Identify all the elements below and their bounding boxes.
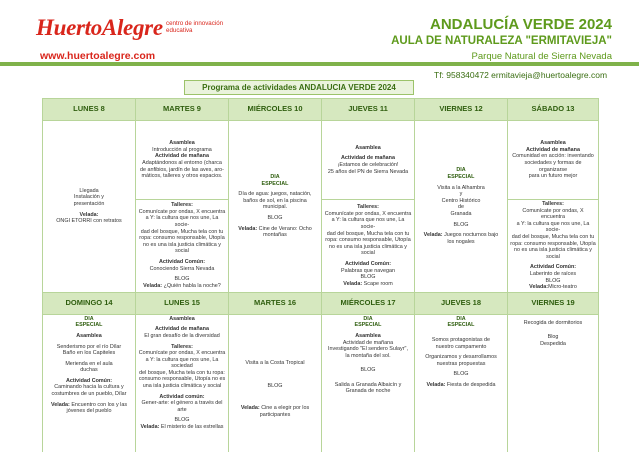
day-header: MARTES 9	[136, 99, 229, 121]
cell-lunes-8	[43, 121, 136, 293]
cell-line: no es una isla justicia climática y	[143, 241, 221, 248]
cell-line: Laberinto de raíces	[529, 270, 577, 277]
cell-line: Actividad Común:	[529, 264, 577, 271]
cell-line: BLOG	[545, 277, 561, 284]
cell-line: Recogida de dormitorios	[523, 319, 583, 326]
cell-line: los nogales	[447, 238, 475, 245]
cell-miercoles-17	[322, 314, 415, 452]
velada-label: Velada:	[50, 401, 70, 408]
cell-line: baños de sol, en la piscina	[243, 197, 307, 204]
cell-line: Juegos nocturnos bajo	[444, 232, 499, 239]
velada-label: Velada:	[426, 381, 446, 388]
cell-line: presentación	[73, 201, 105, 208]
cell-line: Talleres:	[171, 202, 193, 209]
cell-line: Encuentro con los y las	[71, 401, 128, 408]
cell-line: BLOG	[174, 276, 190, 283]
cell-line: Fiesta de despedida	[446, 381, 496, 388]
cell-line: Talleres:	[542, 201, 564, 207]
cell-line: Visita a la Alhambra	[437, 184, 485, 191]
day-header: JUEVES 11	[322, 99, 415, 121]
cell-martes-16	[229, 314, 322, 452]
cell-line: El misterio de las estrellas	[160, 424, 224, 431]
cell-jueves-18	[415, 314, 508, 452]
cell-line: Introducción al programa	[152, 146, 212, 153]
cell-line: ESPECIAL	[75, 322, 103, 329]
day-header: JUEVES 18	[415, 292, 508, 314]
cell-line: dad del bosque, Mucha tela con tu	[140, 228, 224, 235]
velada-label: Velada:	[238, 225, 258, 232]
cell-line: Talleres:	[171, 343, 193, 350]
cell-line: Cine a elegir por los	[261, 405, 310, 412]
velada-label: Velada:	[240, 405, 260, 412]
day-header: LUNES 8	[43, 99, 136, 121]
cell-line: Asamblea	[169, 315, 195, 322]
cell-line: consumo responsable, Utopía no es	[138, 376, 226, 383]
cell-line: Actividad de mañana	[155, 153, 209, 160]
cell-line: ¡Estamos de celebración!	[337, 162, 399, 168]
cell-line: social	[546, 253, 560, 260]
cell-line: Actividad Común:	[344, 261, 392, 268]
velada-label: Velada:	[140, 424, 160, 431]
logo-subtitle: centro de innovación educativa	[166, 20, 224, 34]
cell-line: del bosque, Mucha tela con tu ropa:	[139, 369, 225, 376]
cell-line: Micro-teatro	[548, 284, 577, 291]
cell-line: Despedida	[540, 340, 566, 347]
cell-line: Baño en los Capiteles	[62, 350, 116, 357]
cell-miercoles-10	[229, 121, 322, 293]
cell-line: Comunidad en acción: inventando	[512, 153, 594, 160]
website-link[interactable]: www.huertoalegre.com	[40, 50, 156, 62]
cell-line: Caminando hacia la cultura y	[54, 384, 124, 391]
cell-line: ONGI ETORRI con retratos	[56, 218, 122, 225]
cell-line: no es una isla justicia climática y	[329, 243, 407, 250]
cell-line: social	[361, 250, 375, 257]
cell-line: ropa: consumo responsable, Utopía	[139, 235, 225, 242]
day-header: MIÉRCOLES 17	[322, 292, 415, 314]
cell-line: costumbres de un pueblo, Dílar	[51, 391, 127, 398]
cell-jueves-11-morning	[322, 121, 415, 200]
cell-line: Organizamos y desarrollamos	[425, 354, 497, 361]
cell-line: Senderismo por el río Dílar	[56, 343, 122, 350]
cell-line: BLOG	[267, 214, 283, 221]
velada-label: Velada:	[143, 282, 163, 289]
cell-line: dad del bosque, Mucha tela con tu	[326, 230, 410, 237]
cell-line: Somos protagonistas de	[431, 336, 491, 343]
cell-line: no es una isla justicia climática y	[514, 247, 592, 254]
cell-sabado-13-morning	[508, 121, 599, 200]
cell-line: BLOG	[360, 367, 376, 374]
cell-line: BLOG	[267, 382, 283, 389]
day-header: SÁBADO 13	[508, 99, 599, 121]
velada-label: Velada:	[343, 280, 363, 287]
cell-line: Gener-arte: el género a través del	[141, 400, 223, 407]
cell-viernes-19	[508, 314, 599, 452]
cell-line: Actividad Común:	[65, 377, 113, 384]
cell-line: la montaña del sol.	[345, 352, 391, 359]
cell-line: DIA	[363, 315, 373, 322]
day-header: LUNES 15	[136, 292, 229, 314]
contact-info: Tf: 958340472 ermitavieja@huertoalegre.com	[434, 70, 608, 80]
day-header: MARTES 16	[229, 292, 322, 314]
cell-line: DIA	[456, 315, 466, 322]
cell-line: Asamblea	[355, 144, 381, 151]
day-header: MIÉRCOLES 10	[229, 99, 322, 121]
page-subtitle: AULA DE NATURALEZA "ERMITAVIEJA"	[391, 35, 612, 47]
cell-line: ESPECIAL	[447, 322, 475, 329]
cell-line: Comunícate por ondas, X encuentra	[138, 208, 226, 215]
cell-martes-9-afternoon	[136, 200, 229, 293]
velada-label: Velada:	[423, 232, 443, 239]
cell-line: Instalación y	[74, 194, 104, 201]
cell-line: Conociendo Sierra Nevada	[149, 265, 215, 272]
cell-line: Merienda en el aula	[65, 360, 113, 367]
cell-line: BLOG	[453, 371, 469, 378]
cell-jueves-11-afternoon	[322, 200, 415, 293]
cell-domingo-14	[43, 314, 136, 452]
cell-line: DIA	[84, 315, 94, 322]
cell-viernes-12	[415, 121, 508, 293]
cell-line: BLOG	[360, 274, 376, 281]
cell-line: ESPECIAL	[447, 173, 475, 180]
velada-label: Velada:	[529, 284, 549, 291]
cell-line: nuestras propuestas	[436, 360, 486, 367]
cell-line: Comunícate por ondas, X encuentra	[324, 210, 412, 217]
cell-line: jóvenes del pueblo	[66, 408, 112, 415]
cell-line: Día de agua: juegos, natación,	[238, 191, 312, 198]
cell-line: Granada	[450, 210, 472, 217]
cell-line: Scape room	[363, 280, 393, 287]
cell-martes-9-morning	[136, 121, 229, 200]
page-title: ANDALUCÍA VERDE 2024	[430, 16, 612, 33]
cell-line: BLOG	[453, 221, 469, 228]
cell-line: ropa: consumo responsable, Utopía	[325, 237, 411, 244]
cell-line: Investigando "El sendero Sulayr",	[328, 346, 408, 353]
cell-line: sociedades y formas de organizarse	[524, 160, 582, 173]
huerto-alegre-logo	[36, 15, 224, 40]
cell-line: BLOG	[174, 417, 190, 424]
cell-line: de	[458, 204, 464, 211]
week2-header-row	[43, 292, 599, 314]
cell-line: Visita a la Costa Tropical	[245, 360, 305, 367]
cell-line: Cine de Verano: Ocho montañas	[258, 225, 312, 239]
cell-line: Salida a Granada Albaicín y	[334, 381, 402, 388]
cell-line: a Y: la cultura que nos une, La sociedad	[145, 356, 219, 370]
cell-line: Actividad de mañana	[155, 326, 209, 333]
header-divider	[0, 62, 639, 66]
cell-line: de anfibios, jardín de las aves, aro-	[140, 166, 224, 173]
cell-line: Actividad Común:	[158, 259, 206, 266]
cell-line: ESPECIAL	[354, 322, 382, 329]
logo-text: HuertoAlegre	[36, 15, 163, 40]
cell-line: ropa: consumo responsable, Utopía	[510, 240, 596, 247]
cell-line: municipal.	[262, 204, 288, 211]
cell-line: Llegada	[79, 187, 99, 194]
cell-line: y	[459, 191, 463, 198]
day-header: VIERNES 12	[415, 99, 508, 121]
velada-label: Velada:	[79, 211, 99, 218]
cell-line: Blog	[547, 334, 559, 341]
cell-line: a Y: la cultura que nos une, La socie-	[516, 220, 590, 234]
cell-line: Actividad de mañana	[341, 155, 395, 162]
cell-line: El gran desafío de la diversidad	[144, 332, 220, 339]
cell-line: ESPECIAL	[261, 180, 289, 187]
cell-line: Actividad común:	[159, 393, 205, 400]
cell-line: Comunícate por ondas, X encuentra	[138, 350, 226, 357]
cell-sabado-13-afternoon	[508, 200, 599, 293]
cell-line: Actividad de mañana	[342, 339, 394, 346]
cell-line: Asamblea	[169, 140, 195, 147]
cell-line: una isla justicia climática y social	[142, 383, 222, 390]
cell-line: máticos, talleres y otros espacios.	[141, 173, 223, 180]
cell-line: para un futuro mejor	[528, 173, 578, 180]
cell-line: DIA	[270, 173, 280, 180]
activity-calendar	[42, 98, 599, 452]
cell-line: a Y: la cultura que nos une, La socie-	[331, 217, 405, 231]
cell-line: Granada de noche	[345, 388, 391, 395]
program-title: Programa de actividades ANDALUCIA VERDE 2024	[184, 80, 414, 95]
cell-line: DIA	[456, 167, 466, 174]
cell-line: 25 años del PN de Sierra Nevada	[327, 168, 409, 175]
week1-header-row	[43, 99, 599, 121]
day-header: VIERNES 19	[508, 292, 599, 314]
cell-line: Asamblea	[355, 332, 381, 339]
page-place: Parque Natural de Sierra Nevada	[471, 51, 612, 62]
cell-line: Comunícate por ondas, X encuentra	[522, 207, 584, 221]
cell-line: Actividad de mañana	[526, 146, 580, 153]
cell-line: Palabras que navegan	[341, 267, 395, 274]
cell-line: social	[175, 248, 189, 255]
cell-line: arte	[177, 406, 187, 413]
cell-line: participantes	[259, 411, 291, 418]
cell-line: Talleres:	[357, 204, 379, 211]
cell-line: Asamblea	[540, 140, 566, 147]
cell-line: nuestro campamento	[435, 343, 487, 350]
day-header: DOMINGO 14	[43, 292, 136, 314]
cell-line: Asamblea	[76, 332, 102, 339]
cell-line: Centro Histórico	[441, 197, 481, 204]
cell-line: duchas	[80, 367, 98, 374]
cell-line: ¿Quién habla la noche?	[163, 282, 221, 289]
cell-line: a Y: la cultura que nos une, La socie-	[145, 215, 219, 229]
header-titles	[391, 16, 612, 64]
cell-lunes-15	[136, 314, 229, 452]
cell-line: Adaptándonos al entorno (charca	[142, 160, 222, 166]
cell-line: dad del bosque, Mucha tela con tu	[511, 233, 595, 240]
